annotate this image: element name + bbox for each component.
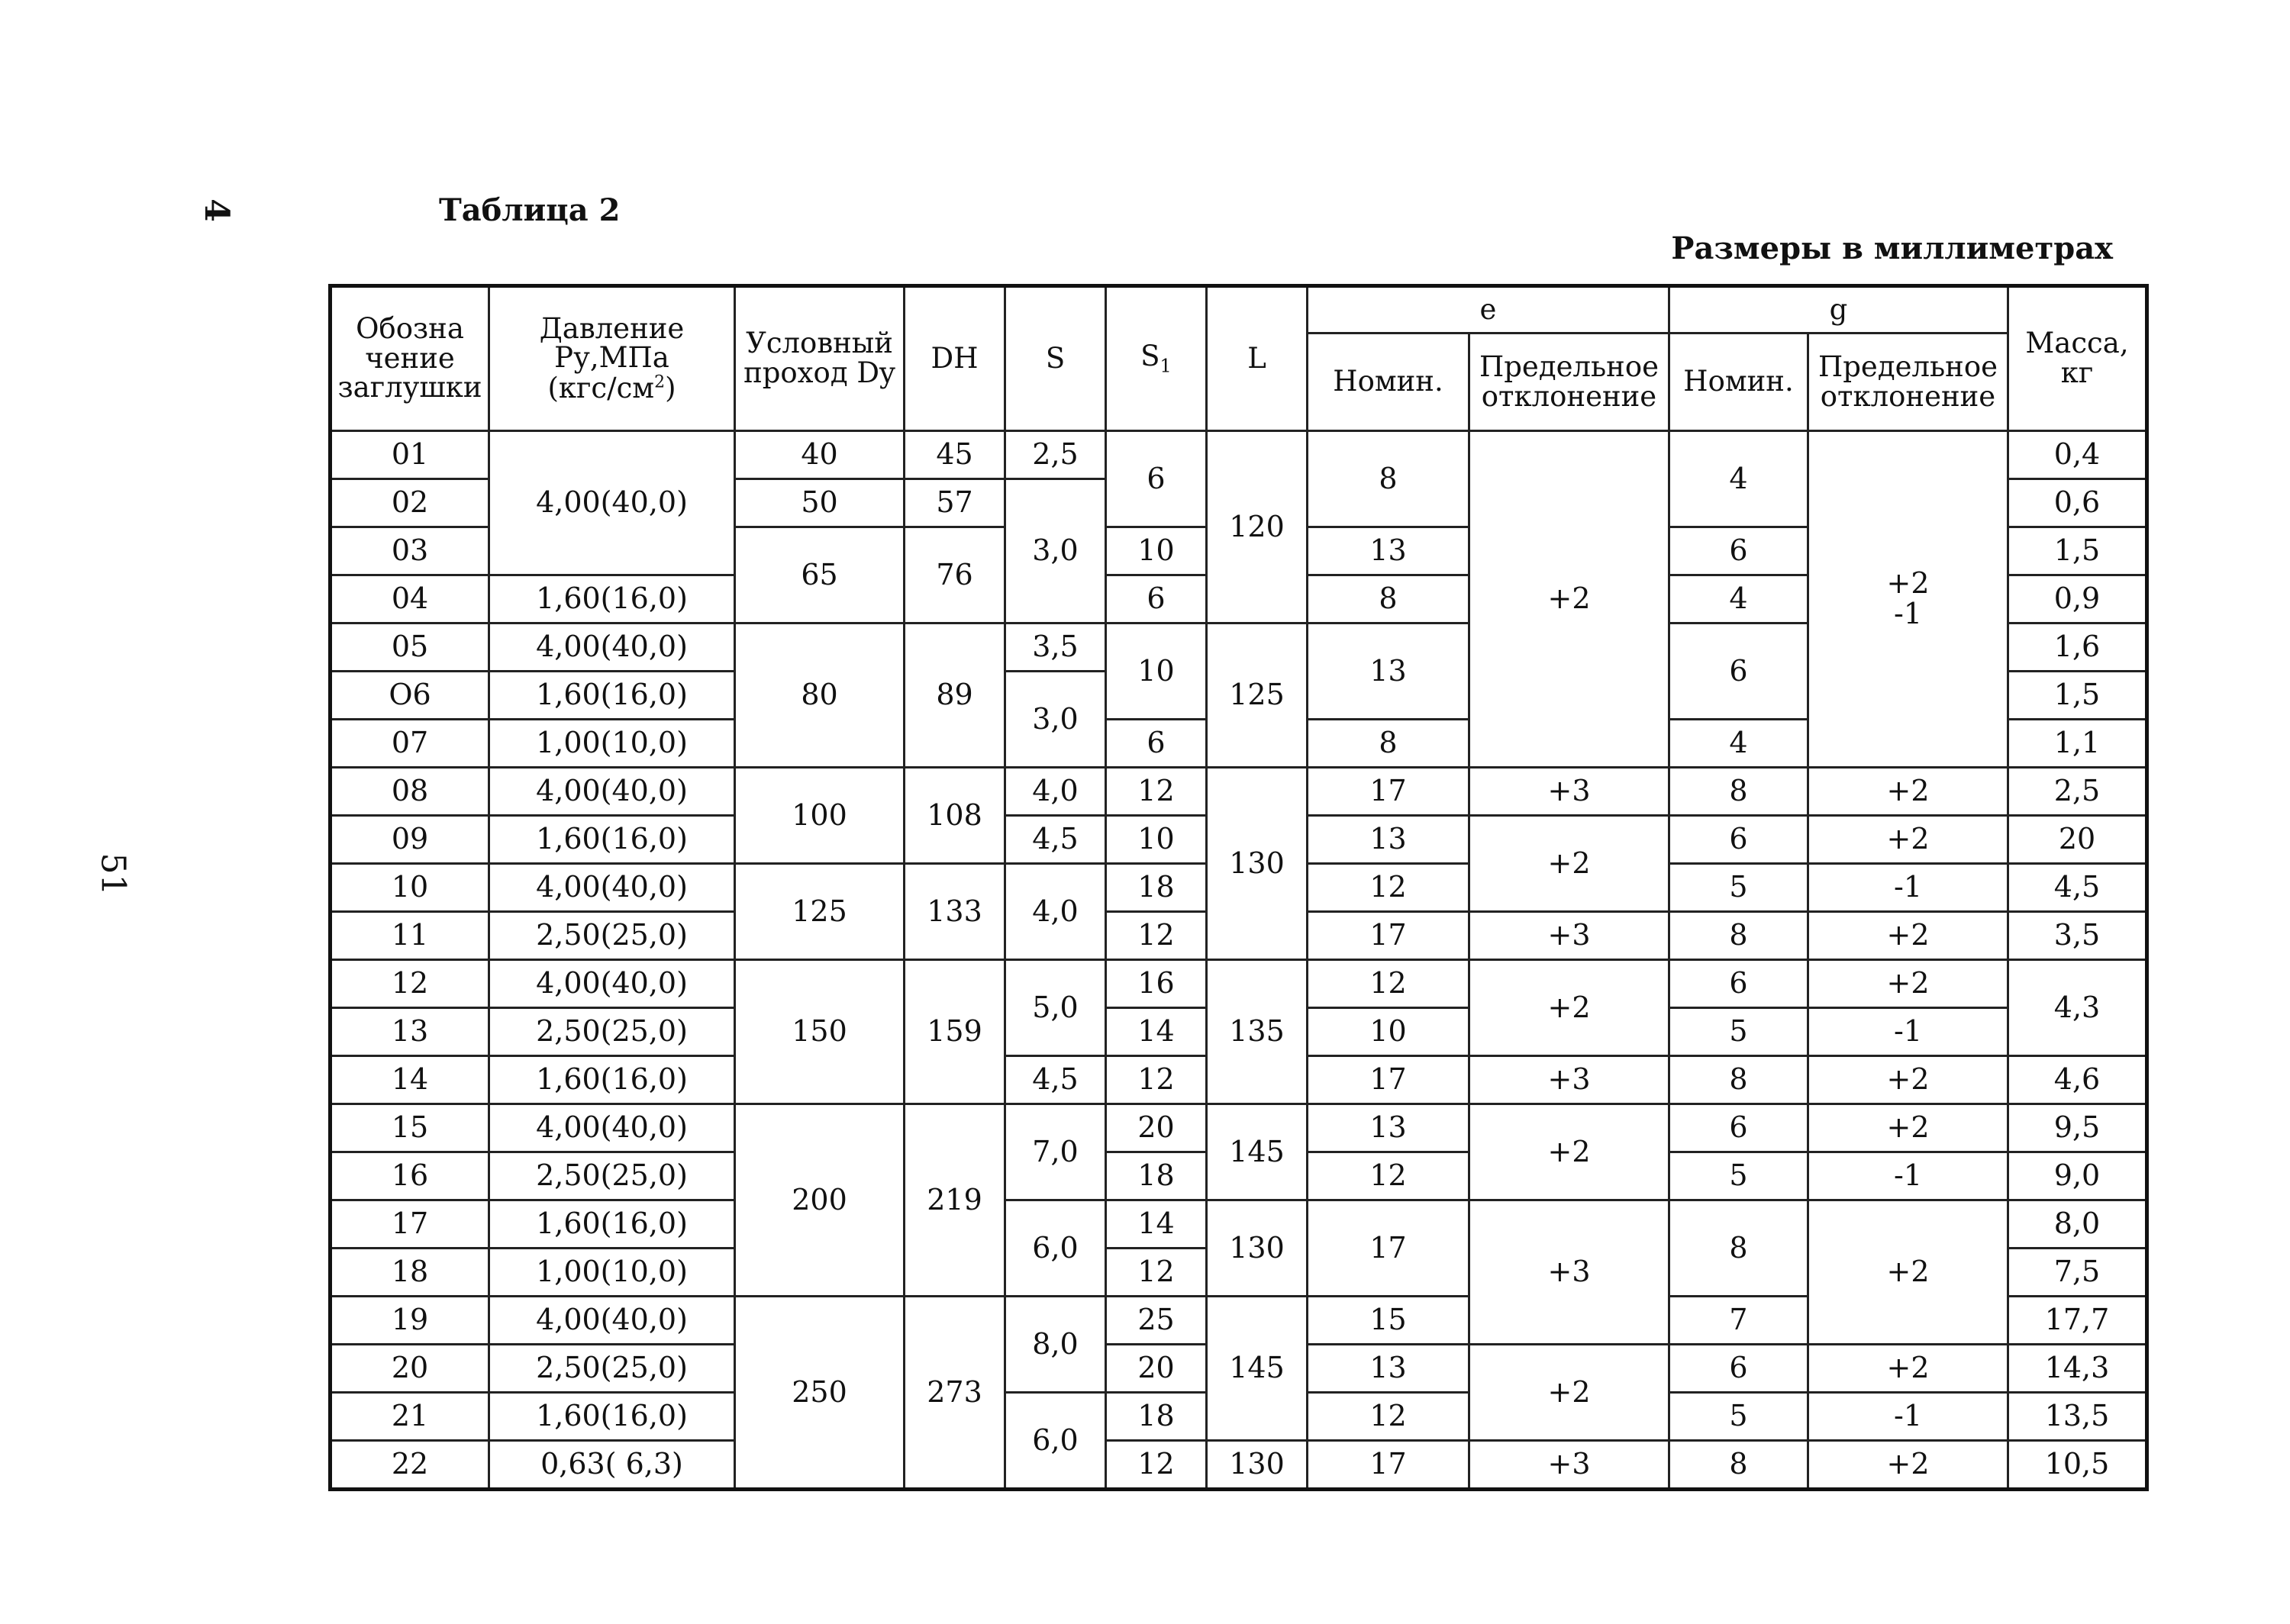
cell-bore: 50: [735, 479, 905, 527]
cell-s: 4,5: [1005, 816, 1106, 864]
cell-g-nominal: 4: [1669, 575, 1808, 624]
cell-e-tolerance: +2: [1469, 816, 1669, 912]
cell-designation: 22: [331, 1441, 489, 1490]
cell-e-nominal: 8: [1308, 720, 1469, 768]
cell-pressure: 2,50(25,0): [489, 912, 735, 960]
cell-pressure: 0,63( 6,3): [489, 1441, 735, 1490]
cell-mass: 0,9: [2008, 575, 2147, 624]
cell-pressure: 1,00(10,0): [489, 720, 735, 768]
cell-e-nominal: 15: [1308, 1297, 1469, 1345]
header-s1: $S_1$: [1106, 286, 1207, 431]
cell-mass: 7,5: [2008, 1249, 2147, 1297]
cell-mass: 17,7: [2008, 1297, 2147, 1345]
cell-designation: 18: [331, 1249, 489, 1297]
cell-g-tolerance: +2 -1: [1808, 431, 2008, 768]
cell-e-nominal: 12: [1308, 1152, 1469, 1200]
table-row: [331, 1441, 2147, 1490]
cell-l: 145: [1207, 1104, 1308, 1200]
cell-bore: 200: [735, 1104, 905, 1297]
cell-pressure: 4,00(40,0): [489, 1104, 735, 1152]
cell-e-nominal: 17: [1308, 1056, 1469, 1104]
cell-g-nominal: 6: [1669, 816, 1808, 864]
cell-g-nominal: 6: [1669, 1104, 1808, 1152]
cell-e-nominal: 12: [1308, 1393, 1469, 1441]
cell-e-tolerance: +3: [1469, 912, 1669, 960]
cell-designation: 20: [331, 1345, 489, 1393]
cell-g-tolerance: +2: [1808, 960, 2008, 1008]
cell-g-tolerance: -1: [1808, 1008, 2008, 1056]
cell-designation: 12: [331, 960, 489, 1008]
cell-s1: 25: [1106, 1297, 1207, 1345]
table-title: Таблица 2: [439, 192, 621, 228]
cell-s1: 20: [1106, 1345, 1207, 1393]
cell-designation: 09: [331, 816, 489, 864]
cell-mass: 8,0: [2008, 1200, 2147, 1249]
cell-s1: 6: [1106, 431, 1207, 527]
cell-g-nominal: 6: [1669, 527, 1808, 575]
cell-s1: 14: [1106, 1008, 1207, 1056]
cell-dh: 108: [905, 768, 1005, 864]
cell-l: 125: [1207, 624, 1308, 768]
cell-pressure: 4,00(40,0): [489, 864, 735, 912]
side-page-number: 51: [93, 852, 133, 896]
cell-e-nominal: 8: [1308, 431, 1469, 527]
cell-g-nominal: 4: [1669, 431, 1808, 527]
cell-dh: 45: [905, 431, 1005, 479]
cell-pressure: 2,50(25,0): [489, 1345, 735, 1393]
cell-g-tolerance: +2: [1808, 1345, 2008, 1393]
cell-g-tolerance: -1: [1808, 1393, 2008, 1441]
cell-pressure: 1,60(16,0): [489, 672, 735, 720]
cell-g-nominal: 5: [1669, 1393, 1808, 1441]
header-g-nominal: Номин.: [1669, 334, 1808, 431]
cell-e-tolerance: +3: [1469, 1200, 1669, 1345]
cell-designation: 01: [331, 431, 489, 479]
cell-bore: 250: [735, 1297, 905, 1490]
cell-dh: 89: [905, 624, 1005, 768]
header-s: S: [1005, 286, 1106, 431]
cell-g-tolerance: +2: [1808, 816, 2008, 864]
cell-s1: 12: [1106, 1056, 1207, 1104]
cell-pressure: 4,00(40,0): [489, 768, 735, 816]
cell-designation: 04: [331, 575, 489, 624]
cell-e-nominal: 17: [1308, 768, 1469, 816]
cell-s1: 12: [1106, 1441, 1207, 1490]
cell-designation: 13: [331, 1008, 489, 1056]
cell-s1: 12: [1106, 912, 1207, 960]
cell-pressure: 1,60(16,0): [489, 575, 735, 624]
cell-g-nominal: 8: [1669, 1056, 1808, 1104]
cell-mass: 9,0: [2008, 1152, 2147, 1200]
cell-dh: 159: [905, 960, 1005, 1104]
units-note: Размеры в миллиметрах: [1671, 230, 2113, 266]
cell-g-nominal: 6: [1669, 1345, 1808, 1393]
header-e: e: [1308, 286, 1669, 334]
header-g: g: [1669, 286, 2008, 334]
cell-mass: 4,5: [2008, 864, 2147, 912]
cell-s1: 6: [1106, 720, 1207, 768]
header-dh: DH: [905, 286, 1005, 431]
cell-bore: 100: [735, 768, 905, 864]
cell-e-tolerance: +2: [1469, 1345, 1669, 1441]
cell-e-tolerance: +2: [1469, 1104, 1669, 1200]
cell-designation: 05: [331, 624, 489, 672]
cell-s: 4,0: [1005, 768, 1106, 816]
cell-l: 130: [1207, 1200, 1308, 1297]
header-mass: Масса, кг: [2008, 286, 2147, 431]
header-pressure-line3: $(кгс/см^2)$: [547, 371, 676, 404]
cell-g-nominal: 7: [1669, 1297, 1808, 1345]
header-pressure-line2: Ру,МПа: [554, 341, 669, 375]
cell-e-nominal: 13: [1308, 1104, 1469, 1152]
cell-s1: 14: [1106, 1200, 1207, 1249]
cell-g-tolerance: +2: [1808, 1441, 2008, 1490]
cell-e-tolerance: +2: [1469, 431, 1669, 768]
table-row: [331, 1104, 2147, 1152]
cell-pressure: 4,00(40,0): [489, 1297, 735, 1345]
cell-mass: 14,3: [2008, 1345, 2147, 1393]
cell-e-nominal: 12: [1308, 864, 1469, 912]
cell-mass: 9,5: [2008, 1104, 2147, 1152]
cell-s: 5,0: [1005, 960, 1106, 1056]
header-pressure: [489, 286, 735, 431]
cell-s1: 10: [1106, 816, 1207, 864]
cell-bore: 80: [735, 624, 905, 768]
cell-s1: 18: [1106, 1393, 1207, 1441]
table-row: [331, 960, 2147, 1008]
header-g-tolerance: Предельное отклонение: [1808, 334, 2008, 431]
cell-mass: 4,3: [2008, 960, 2147, 1056]
cell-e-nominal: 10: [1308, 1008, 1469, 1056]
cell-g-nominal: 6: [1669, 624, 1808, 720]
header-pressure-line1: Давление: [539, 311, 685, 345]
cell-mass: 13,5: [2008, 1393, 2147, 1441]
cell-designation: 11: [331, 912, 489, 960]
cell-mass: 3,5: [2008, 912, 2147, 960]
cell-g-tolerance: +2: [1808, 768, 2008, 816]
cell-s1: 10: [1106, 527, 1207, 575]
cell-l: 145: [1207, 1297, 1308, 1441]
cell-g-nominal: 8: [1669, 912, 1808, 960]
cell-dh: 133: [905, 864, 1005, 960]
cell-mass: 20: [2008, 816, 2147, 864]
cell-g-tolerance: +2: [1808, 1056, 2008, 1104]
cell-g-tolerance: -1: [1808, 1152, 2008, 1200]
cell-designation: 03: [331, 527, 489, 575]
cell-pressure: 1,60(16,0): [489, 1200, 735, 1249]
cell-g-tolerance: +2: [1808, 1200, 2008, 1345]
table-row: [331, 768, 2147, 816]
cell-s: 2,5: [1005, 431, 1106, 479]
cell-e-nominal: 13: [1308, 816, 1469, 864]
cell-l: 130: [1207, 1441, 1308, 1490]
cell-pressure: 1,00(10,0): [489, 1249, 735, 1297]
cell-s: 3,0: [1005, 672, 1106, 768]
cell-mass: 1,5: [2008, 527, 2147, 575]
cell-e-nominal: 17: [1308, 1441, 1469, 1490]
cell-mass: 0,6: [2008, 479, 2147, 527]
cell-mass: 1,6: [2008, 624, 2147, 672]
cell-g-nominal: 5: [1669, 864, 1808, 912]
header-designation: Обозна чение заглушки: [331, 286, 489, 431]
table-row: [331, 1200, 2147, 1249]
cell-g-nominal: 8: [1669, 1441, 1808, 1490]
cell-l: 120: [1207, 431, 1308, 624]
header-l: L: [1207, 286, 1308, 431]
dimensions-table: [328, 284, 2149, 1491]
cell-designation: 21: [331, 1393, 489, 1441]
cell-s1: 12: [1106, 1249, 1207, 1297]
cell-mass: 4,6: [2008, 1056, 2147, 1104]
header-e-nominal: Номин.: [1308, 334, 1469, 431]
cell-mass: 1,5: [2008, 672, 2147, 720]
cell-mass: 0,4: [2008, 431, 2147, 479]
cell-designation: 07: [331, 720, 489, 768]
cell-e-nominal: 13: [1308, 624, 1469, 720]
cell-g-tolerance: +2: [1808, 1104, 2008, 1152]
cell-bore: 40: [735, 431, 905, 479]
cell-dh: 57: [905, 479, 1005, 527]
cell-dh: 76: [905, 527, 1005, 624]
cell-pressure: 4,00(40,0): [489, 431, 735, 575]
cell-e-nominal: 17: [1308, 912, 1469, 960]
cell-s: 4,0: [1005, 864, 1106, 960]
cell-designation: 02: [331, 479, 489, 527]
cell-s1: 12: [1106, 768, 1207, 816]
page-arrow-mark: 4: [196, 198, 236, 222]
cell-l: 135: [1207, 960, 1308, 1104]
cell-e-nominal: 12: [1308, 960, 1469, 1008]
cell-pressure: 1,60(16,0): [489, 1056, 735, 1104]
cell-s1: 20: [1106, 1104, 1207, 1152]
cell-e-tolerance: +3: [1469, 1441, 1669, 1490]
cell-mass: 2,5: [2008, 768, 2147, 816]
cell-pressure: 1,60(16,0): [489, 1393, 735, 1441]
cell-s1: 6: [1106, 575, 1207, 624]
cell-g-nominal: 8: [1669, 768, 1808, 816]
cell-designation: 16: [331, 1152, 489, 1200]
cell-designation: 19: [331, 1297, 489, 1345]
header-nominal-bore: Условный проход Dy: [735, 286, 905, 431]
cell-mass: 10,5: [2008, 1441, 2147, 1490]
cell-s: 7,0: [1005, 1104, 1106, 1200]
cell-dh: 219: [905, 1104, 1005, 1297]
header-e-tolerance: Предельное отклонение: [1469, 334, 1669, 431]
cell-s1: 18: [1106, 1152, 1207, 1200]
cell-s: 4,5: [1005, 1056, 1106, 1104]
cell-g-tolerance: +2: [1808, 912, 2008, 960]
cell-s: 8,0: [1005, 1297, 1106, 1393]
cell-s: 6,0: [1005, 1200, 1106, 1297]
cell-pressure: 1,60(16,0): [489, 816, 735, 864]
cell-e-nominal: 8: [1308, 575, 1469, 624]
cell-designation: 08: [331, 768, 489, 816]
cell-pressure: 2,50(25,0): [489, 1008, 735, 1056]
cell-e-nominal: 13: [1308, 1345, 1469, 1393]
cell-designation: 10: [331, 864, 489, 912]
cell-g-tolerance: -1: [1808, 864, 2008, 912]
cell-g-nominal: 6: [1669, 960, 1808, 1008]
cell-designation: 14: [331, 1056, 489, 1104]
cell-e-nominal: 17: [1308, 1200, 1469, 1297]
cell-s: 3,0: [1005, 479, 1106, 624]
cell-s: 6,0: [1005, 1393, 1106, 1490]
cell-g-nominal: 4: [1669, 720, 1808, 768]
table-row: [331, 431, 2147, 479]
cell-s: 3,5: [1005, 624, 1106, 672]
cell-designation: 15: [331, 1104, 489, 1152]
cell-s1: 10: [1106, 624, 1207, 720]
cell-g-nominal: 5: [1669, 1152, 1808, 1200]
cell-s1: 16: [1106, 960, 1207, 1008]
cell-e-nominal: 13: [1308, 527, 1469, 575]
cell-pressure: 4,00(40,0): [489, 624, 735, 672]
cell-g-nominal: 5: [1669, 1008, 1808, 1056]
cell-g-nominal: 8: [1669, 1200, 1808, 1297]
cell-pressure: 4,00(40,0): [489, 960, 735, 1008]
cell-pressure: 2,50(25,0): [489, 1152, 735, 1200]
cell-e-tolerance: +3: [1469, 768, 1669, 816]
cell-e-tolerance: +3: [1469, 1056, 1669, 1104]
cell-bore: 65: [735, 527, 905, 624]
cell-bore: 125: [735, 864, 905, 960]
cell-designation: О6: [331, 672, 489, 720]
cell-e-tolerance: +2: [1469, 960, 1669, 1056]
cell-bore: 150: [735, 960, 905, 1104]
cell-mass: 1,1: [2008, 720, 2147, 768]
cell-designation: 17: [331, 1200, 489, 1249]
cell-s1: 18: [1106, 864, 1207, 912]
cell-l: 130: [1207, 768, 1308, 960]
cell-dh: 273: [905, 1297, 1005, 1490]
